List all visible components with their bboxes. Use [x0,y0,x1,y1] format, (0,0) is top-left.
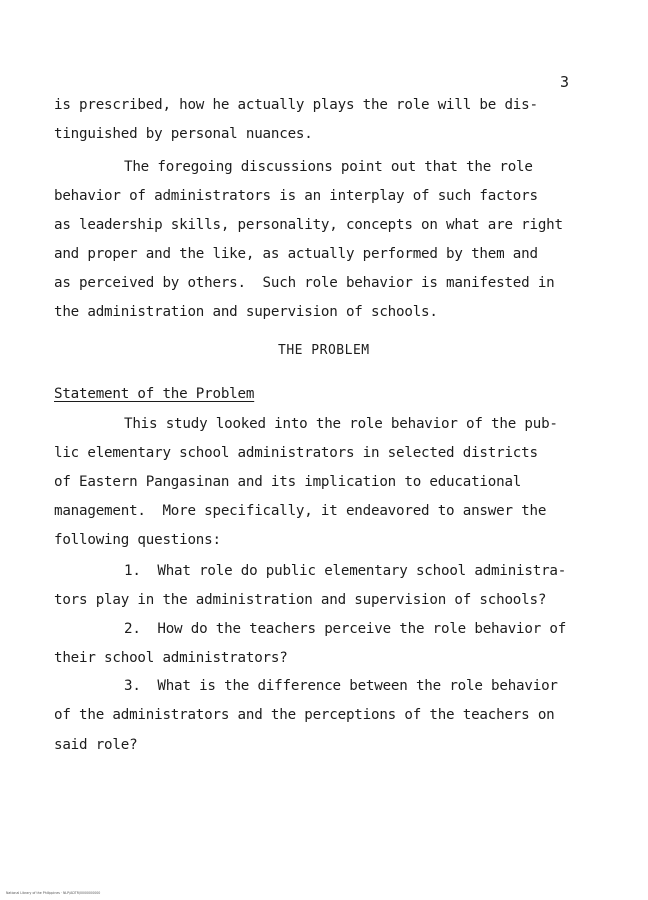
body-line: tors play in the administration and supervision of schools? [54,592,547,608]
body-line: said role? [54,737,138,753]
section-heading: THE PROBLEM [278,343,370,358]
question-1: 1. What role do public elementary school administra- [124,563,567,579]
body-line: of Eastern Pangasinan and its implication to educational [54,474,522,490]
body-line: behavior of administrators is an interplay of such factors [54,188,538,204]
paragraph-first-line: This study looked into the role behavior of the pub- [124,416,558,432]
body-line: and proper and the like, as actually performed by them and [54,246,538,262]
body-line: the administration and supervision of schools. [54,304,438,320]
body-line: management. More specifically, it endeavored to answer the [54,503,547,519]
body-line: their school administrators? [54,650,288,666]
body-line: following questions: [54,532,221,548]
question-3: 3. What is the difference between the role behavior [124,678,558,694]
archive-footer: National Library of the Philippines · NLP/ADTR/0000000000 [6,891,101,895]
body-line: lic elementary school administrators in selected districts [54,445,538,461]
body-line: as perceived by others. Such role behavior is manifested in [54,275,555,291]
subsection-heading: Statement of the Problem [54,386,255,402]
body-line: as leadership skills, personality, concepts on what are right [54,217,563,233]
page-number: 3 [560,73,570,91]
body-line: of the administrators and the perceptions of the teachers on [54,707,555,723]
question-2: 2. How do the teachers perceive the role behavior of [124,621,567,637]
body-line: is prescribed, how he actually plays the role will be dis- [54,97,538,113]
body-line: tinguished by personal nuances. [54,126,313,142]
paragraph-first-line: The foregoing discussions point out that the role [124,159,533,175]
